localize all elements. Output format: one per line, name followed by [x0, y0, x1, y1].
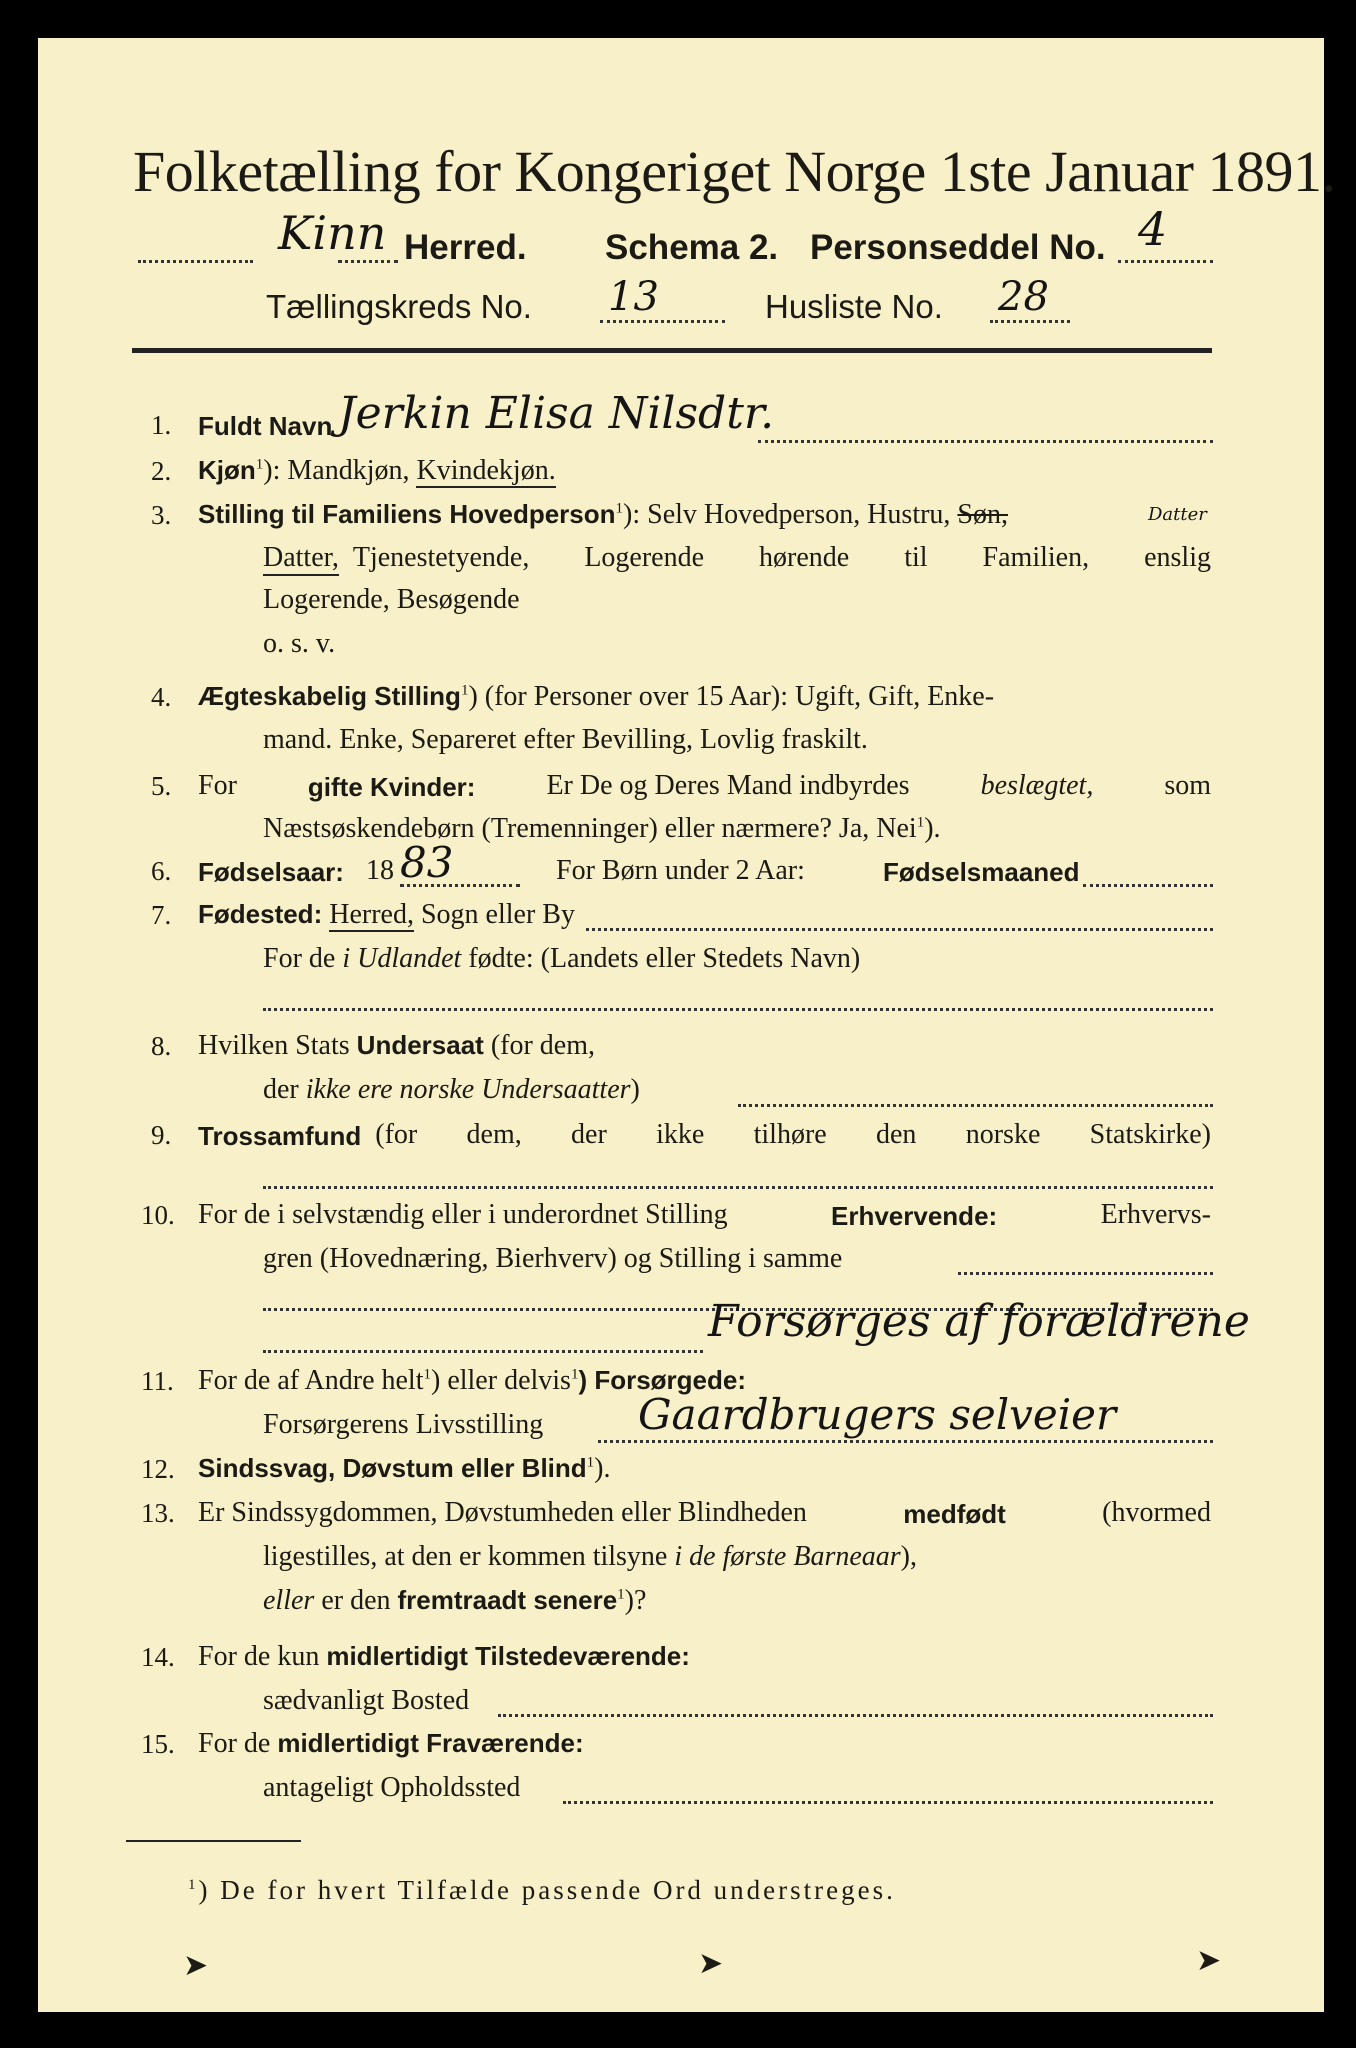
husliste-dotline: [990, 320, 1070, 323]
item-2-sup: 1: [255, 456, 264, 473]
item-2-text: [198, 455, 556, 487]
herred-dotline: [138, 260, 253, 263]
item-13-line-2-b: i de første Barneaar: [674, 1541, 901, 1572]
item-8-line-1: [198, 1030, 595, 1062]
item-11-line-1-b: ) eller delvis: [431, 1365, 571, 1396]
item-8-line-1-b: (for dem,: [490, 1030, 596, 1061]
husliste-label: Husliste No.: [765, 288, 943, 325]
item-13-line-2: [263, 1541, 917, 1573]
item-14-dotline: [498, 1714, 1213, 1717]
item-12-rest: ).: [594, 1453, 611, 1484]
item-15-line-1-a: For de: [198, 1728, 271, 1759]
footnote: [188, 1875, 896, 1906]
item-14-line-1-a: For de kun: [198, 1641, 320, 1672]
item-5-line-1-b: beslægtet,: [980, 770, 1094, 801]
item-9-label: Trossamfund: [198, 1121, 362, 1151]
item-2-rest: ): Mandkjøn,: [263, 455, 410, 486]
husliste-value: 28: [998, 274, 1049, 320]
item-3-son: Søn,: [957, 499, 1008, 530]
item-4-line-2: mand. Enke, Separeret efter Bevilling, Lovlig fraskilt.: [263, 724, 868, 755]
personseddel-value: 4: [1138, 202, 1168, 256]
item-9-rest: (for dem, der ikke tilhøre den norske Statskirke): [375, 1119, 1211, 1150]
item-13-line-3: [263, 1585, 646, 1617]
personseddel-dotline: [1118, 260, 1213, 263]
item-3-sup: 1: [615, 500, 624, 517]
item-7-line-2-c: fødte: (Landets eller Stedets Navn): [468, 943, 861, 974]
item-8-line-1-a: Hvilken Stats: [198, 1030, 350, 1061]
item-3-line-3: Logerende, Besøgende: [263, 584, 520, 615]
item-10-line-1: [198, 1199, 1211, 1232]
item-10-line-2: gren (Hovednæring, Bierhverv) og Stilling i samme: [263, 1243, 843, 1274]
item-7-label: Fødested:: [198, 899, 323, 929]
item-6-dotline: [400, 884, 520, 887]
item-3-datter: Datter,: [263, 542, 339, 576]
kreds-value: 13: [608, 274, 659, 320]
item-5-line-2: Næstsøskendebørn (Tremenninger) eller nærmere? Ja, Nei$^1$).: [263, 813, 941, 844]
item-13-line-1-a: Er Sindssygdommen, Døvstumheden eller Blindheden: [198, 1497, 807, 1528]
footnote-rule: [126, 1840, 301, 1842]
personseddel-label: Personseddel No.: [810, 228, 1106, 267]
herred-label: Herred.: [404, 228, 527, 267]
item-12-label: Sindssvag, Døvstum eller Blind: [198, 1453, 587, 1483]
item-13-line-3-d: )?: [624, 1585, 647, 1616]
item-2-number: 2.: [151, 456, 172, 486]
item-10-number: 10.: [141, 1200, 175, 1230]
item-7-dotline-2: [263, 1008, 1213, 1011]
item-13-line-3-b: er den: [321, 1585, 391, 1616]
item-5-line-1-a: Er De og Deres Mand indbyrdes: [546, 770, 910, 801]
item-7-number: 7.: [151, 900, 172, 930]
item-3-line-2: [263, 542, 1211, 576]
item-10-line-1-b: Erhvervs-: [1100, 1199, 1211, 1230]
item-13-sup: 1: [617, 1586, 625, 1603]
item-12-line-1: [198, 1453, 610, 1485]
item-7-line-2-b: i Udlandet: [342, 943, 462, 974]
schema-label: Schema 2.: [605, 228, 779, 267]
item-7-herred: Herred,: [329, 899, 414, 930]
item-8-line-2-c: ): [630, 1074, 640, 1105]
item-6-number: 6.: [151, 856, 172, 886]
item-15-line-2: antageligt Opholdssted: [263, 1772, 521, 1803]
item-3-line-2-text: Tjenestetyende, Logerende hørende til Familien, enslig: [352, 542, 1211, 573]
item-3-number: 3.: [151, 500, 172, 530]
item-5-line-2-text: Næstsøskendebørn (Tremenninger) eller nærmere? Ja, Nei: [263, 813, 917, 844]
footnote-text: ) De for hvert Tilfælde passende Ord understreges.: [198, 1875, 896, 1905]
item-12-number: 12.: [141, 1454, 175, 1484]
item-8-dotline: [738, 1104, 1213, 1107]
header-rule: [132, 348, 1212, 353]
item-4-label: Ægteskabelig Stilling: [198, 681, 461, 711]
item-15-line-1: [198, 1728, 584, 1760]
item-9-number: 9.: [151, 1120, 172, 1150]
item-8-line-2-b: ikke ere norske Undersaatter: [305, 1074, 631, 1105]
binding-mark-left: ➤: [183, 1949, 209, 1982]
item-10-line-1-a: For de i selvstændig eller i underordnet Stilling: [198, 1199, 728, 1230]
item-3-line-1: [198, 499, 1008, 531]
item-4-line-1: [198, 681, 994, 713]
item-13-label: medfødt: [903, 1499, 1006, 1529]
item-1-value: Jerkin Elisa Nilsdtr.: [338, 388, 775, 439]
item-10-value: Forsørges af forældrene: [708, 1296, 1250, 1347]
item-6-dotline-2: [1083, 884, 1213, 887]
item-11-label: ) Forsørgede:: [578, 1365, 747, 1395]
item-9-dotline: [263, 1186, 1213, 1189]
item-11-dotline: [598, 1440, 1213, 1443]
item-5-line-1-c: som: [1164, 770, 1211, 801]
item-6-value: 83: [400, 838, 454, 887]
item-3-annotation: Datter: [1148, 504, 1207, 525]
census-form: [38, 38, 1336, 2012]
item-14-label: midlertidigt Tilstedeværende:: [326, 1641, 690, 1671]
item-13-line-3-c: fremtraadt senere: [397, 1585, 618, 1615]
kreds-label: Tællingskreds No.: [266, 288, 532, 325]
item-13-line-1-b: (hvormed: [1102, 1497, 1211, 1528]
item-5-pre: For: [198, 770, 237, 801]
item-14-line-1: [198, 1641, 690, 1673]
kreds-dotline: [600, 320, 725, 323]
herred-value: Kinn: [278, 206, 387, 260]
item-1-label: Fuldt Navn: [198, 411, 333, 441]
item-2-marked: Kvindekjøn.: [416, 455, 556, 486]
item-1-dotline: [758, 440, 1213, 443]
item-9-line-1: [198, 1119, 1211, 1152]
footnote-sup: 1: [188, 1877, 199, 1893]
item-6-mid: For Børn under 2 Aar:: [556, 855, 805, 886]
herred-dotline-2: [338, 260, 398, 263]
item-7-line-2: [263, 943, 860, 975]
item-11-value: Gaardbrugers selveier: [638, 1390, 1117, 1439]
item-4-sup: 1: [460, 682, 469, 699]
item-15-label: midlertidigt Fraværende:: [277, 1728, 584, 1758]
item-13-line-3-a: eller: [263, 1585, 315, 1616]
item-14-line-2: sædvanligt Bosted: [263, 1685, 470, 1716]
item-7-rest: Sogn eller By: [420, 899, 575, 930]
item-6-label-2: Fødselsmaaned: [883, 857, 1080, 887]
item-3-label: Stilling til Familiens Hovedperson: [198, 499, 616, 529]
item-15-number: 15.: [141, 1729, 175, 1759]
item-1-number: 1.: [151, 410, 172, 440]
item-11-sup-2: 1: [570, 1366, 579, 1383]
item-13-line-2-c: ),: [900, 1541, 917, 1572]
item-6-label: Fødselsaar:: [198, 857, 344, 887]
item-7-line-1: [198, 899, 575, 931]
item-13-line-1: [198, 1497, 1211, 1530]
item-11-number: 11.: [141, 1366, 174, 1396]
item-5-line-1: [198, 770, 1211, 803]
binding-mark-right: ➤: [1196, 1944, 1222, 1977]
item-12-sup: 1: [586, 1454, 595, 1471]
item-14-number: 14.: [141, 1642, 175, 1672]
item-11-sup-1: 1: [423, 1366, 431, 1383]
item-8-line-2-a: der: [263, 1074, 299, 1105]
binding-mark-center: ➤: [698, 1947, 724, 1980]
item-13-number: 13.: [141, 1498, 175, 1528]
item-5-number: 5.: [151, 771, 172, 801]
item-6-prefix: 18: [366, 855, 394, 886]
item-7-dotline: [586, 928, 1213, 931]
form-title: Folketælling for Kongeriget Norge 1ste Januar 1891.: [133, 139, 1336, 204]
item-10-dotline: [958, 1272, 1213, 1275]
item-3-line-4: o. s. v.: [263, 628, 336, 659]
item-8-line-2: [263, 1074, 640, 1106]
item-5-label: gifte Kvinder:: [307, 772, 476, 802]
item-11-line-2: Forsørgerens Livsstilling: [263, 1409, 544, 1440]
item-15-dotline: [563, 1801, 1213, 1804]
item-11-line-1-a: For de af Andre helt: [198, 1365, 424, 1396]
item-4-number: 4.: [151, 682, 172, 712]
item-3-line-1-text: ): Selv Hovedperson, Hustru,: [623, 499, 951, 530]
item-7-line-2-a: For de: [263, 943, 336, 974]
item-13-line-2-a: ligestilles, at den er kommen tilsyne: [263, 1541, 668, 1572]
item-5-sup: 1: [916, 814, 925, 831]
item-8-number: 8.: [151, 1031, 172, 1061]
item-10-label: Erhvervende:: [831, 1201, 998, 1231]
item-8-label: Undersaat: [356, 1030, 484, 1060]
item-10-dotline-3: [263, 1350, 703, 1353]
item-2-label: Kjøn: [198, 455, 256, 485]
item-4-line-1-text: ) (for Personer over 15 Aar): Ugift, Gift, Enke-: [468, 681, 995, 712]
